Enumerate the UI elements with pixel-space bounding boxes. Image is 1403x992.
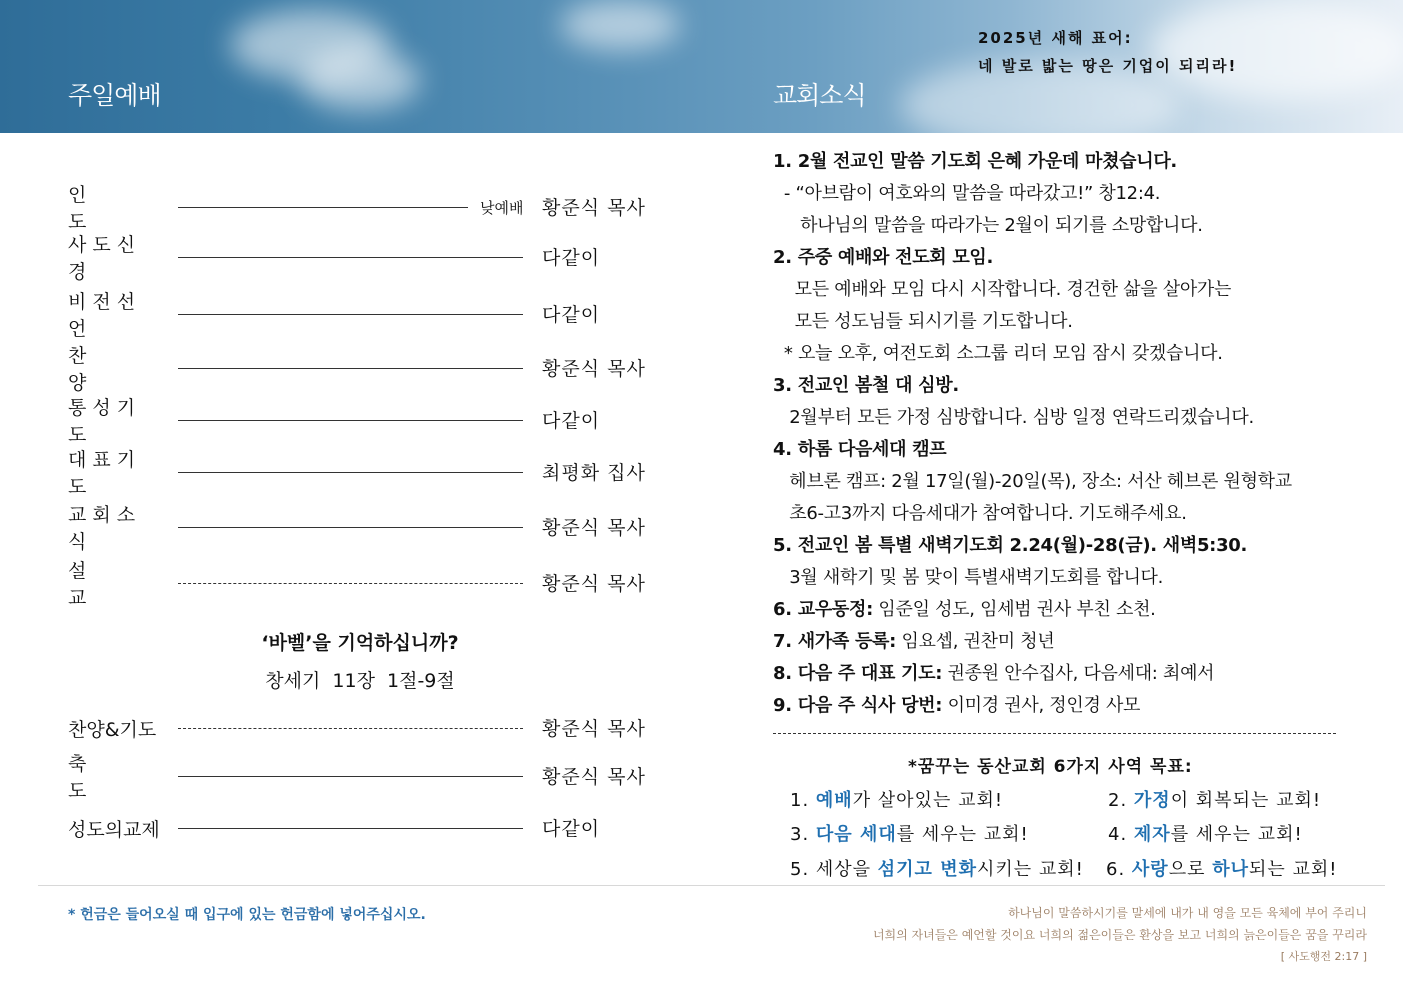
service-row (68, 449, 658, 498)
news-item-heading: 8. 다음 주 대표 기도: (773, 663, 943, 684)
goal-text: 으로 (1168, 859, 1213, 880)
goal-item (790, 820, 1029, 846)
news-item-text: 임요셉, 권찬미 청년 (896, 631, 1055, 652)
news-item-text: 임준일 성도, 임세범 권사 부친 소천. (872, 599, 1156, 620)
news-line: 3. 전교인 봄철 대 심방. (773, 375, 959, 396)
service-label: 찬양&기도 (68, 718, 157, 741)
goal-number: 5. 세상을 (790, 859, 878, 880)
news-item-heading: 9. 다음 주 식사 당번: (773, 695, 943, 716)
service-row (68, 813, 658, 843)
service-role: 황준식 목사 (542, 573, 646, 595)
service-role: 다같이 (542, 818, 601, 840)
service-role: 다같이 (542, 410, 601, 432)
service-label: 통성기도 (68, 397, 142, 446)
leader-line (178, 314, 523, 315)
section-divider (773, 733, 1336, 734)
left-page-title: 주일예배 (68, 81, 161, 110)
footer-divider (38, 885, 1385, 886)
news-item-heading: 7. 새가족 등록: (773, 631, 897, 652)
goal-highlight: 가정 (1133, 790, 1171, 811)
news-line: 3월 새학기 및 봄 맞이 특별새벽기도회를 합니다. (773, 567, 1164, 588)
leader-line (178, 368, 523, 369)
service-row (68, 504, 658, 553)
service-role: 황준식 목사 (542, 766, 646, 788)
news-line: 모든 성도님들 되시기를 기도합니다. (773, 311, 1073, 332)
motto-line-2: 네 발로 밟는 땅은 기업이 되리라! (978, 57, 1238, 75)
service-role: 황준식 목사 (542, 517, 646, 539)
leader-line (178, 828, 523, 829)
goal-item (790, 855, 1084, 881)
news-line: 5. 전교인 봄 특별 새벽기도회 2.24(월)-28(금). 새벽5:30. (773, 535, 1248, 556)
goal-text: 되는 교회! (1248, 859, 1338, 880)
service-label: 찬 양 (68, 345, 137, 394)
goal-item (1108, 786, 1321, 812)
header-banner (0, 0, 1403, 133)
news-line (773, 658, 1373, 690)
goal-number: 1. (790, 790, 816, 811)
year-motto (978, 24, 1237, 80)
service-label: 사도신경 (68, 234, 142, 283)
service-label: 축 도 (68, 753, 137, 802)
service-row (68, 753, 658, 802)
service-label: 교회소식 (68, 504, 142, 553)
service-row (68, 560, 658, 609)
news-line (773, 690, 1373, 722)
goal-number: 2. (1108, 790, 1134, 811)
news-item-text: 권종원 안수집사, 다음세대: 최예서 (942, 663, 1215, 684)
service-label: 설 교 (68, 560, 137, 609)
goal-number: 3. (790, 824, 816, 845)
service-row (68, 713, 658, 743)
service-label: 비전선언 (68, 291, 142, 340)
verse-line-1: 하나님이 말씀하시기를 말세에 내가 내 영을 모든 육체에 부어 주리니 (1008, 906, 1367, 920)
news-line: - “아브람이 여호와의 말씀을 따라갔고!” 창12:4. (773, 183, 1161, 204)
news-line: 하나님의 말씀을 따라가는 2월이 되기를 소망합니다. (773, 215, 1203, 236)
sermon-scripture: 창세기 11장 1절-9절 (265, 670, 455, 692)
service-role: 다같이 (542, 304, 601, 326)
goal-number: 6. (1106, 859, 1132, 880)
leader-line (178, 728, 523, 729)
goal-highlight: 하나 (1212, 859, 1249, 880)
service-label: 성도의교제 (68, 818, 160, 841)
news-item-text: 이미경 권사, 정인경 사모 (942, 695, 1141, 716)
leader-line (178, 583, 523, 584)
goal-item (1106, 855, 1337, 881)
right-page-title: 교회소식 (773, 81, 866, 110)
leader-line (178, 207, 468, 208)
goal-text: 시키는 교회! (977, 859, 1084, 880)
news-line (773, 626, 1373, 658)
goal-number: 4. (1108, 824, 1134, 845)
service-row (68, 234, 658, 283)
goal-item (1108, 820, 1303, 846)
leader-line (178, 420, 523, 421)
goal-text: 를 세우는 교회! (896, 824, 1029, 845)
goal-text: 를 세우는 교회! (1170, 824, 1303, 845)
service-row (68, 345, 658, 394)
leader-line (178, 776, 523, 777)
church-news (773, 146, 1373, 722)
service-label: 대표기도 (68, 449, 142, 498)
goal-highlight: 다음 세대 (815, 824, 897, 845)
goal-text: 이 회복되는 교회! (1170, 790, 1322, 811)
news-line: 모든 예배와 모임 다시 시작합니다. 경건한 삶을 살아가는 (773, 279, 1232, 300)
news-line: 2월부터 모든 가정 심방합니다. 심방 일정 연락드리겠습니다. (773, 407, 1254, 428)
service-role: 황준식 목사 (542, 718, 646, 740)
goal-item (790, 786, 1003, 812)
news-line: 초6-고3까지 다음세대가 참여합니다. 기도해주세요. (773, 503, 1187, 524)
service-role: 최평화 집사 (542, 462, 646, 484)
news-line (773, 594, 1373, 626)
sermon-title: ‘바벨’을 기억하십니까? (261, 632, 459, 654)
service-role: 다같이 (542, 247, 601, 269)
service-row (68, 397, 658, 446)
goals-title: *꿈꾸는 동산교회 6가지 사역 목표: (908, 757, 1193, 777)
leader-line (178, 527, 523, 528)
offering-note: * 헌금은 들어오실 때 입구에 있는 헌금함에 넣어주십시오. (68, 907, 426, 923)
scripture-verse (873, 902, 1367, 968)
news-item-heading: 6. 교우동정: (773, 599, 873, 620)
news-line: 4. 하롬 다음세대 캠프 (773, 439, 947, 460)
news-line: 헤브론 캠프: 2월 17일(월)-20일(목), 장소: 서산 헤브론 원형학교 (773, 471, 1292, 492)
service-sub-label: 낮예배 (480, 199, 524, 217)
service-row (68, 291, 658, 340)
goal-highlight: 제자 (1133, 824, 1171, 845)
service-row (68, 184, 658, 233)
verse-reference: [ 사도행전 2:17 ] (1280, 950, 1367, 963)
goal-text: 가 살아있는 교회! (852, 790, 1004, 811)
leader-line (178, 257, 523, 258)
verse-line-2: 너희의 자녀들은 예언할 것이요 너희의 젊은이들은 환상을 보고 너희의 늙은이들은 꿈을 꾸리라 (872, 928, 1367, 942)
goal-highlight: 사랑 (1131, 859, 1169, 880)
motto-line-1: 2025년 새해 표어: (978, 29, 1133, 47)
news-line: * 오늘 오후, 여전도회 소그룹 리더 모임 잠시 갖겠습니다. (773, 343, 1223, 364)
service-label: 인 도 (68, 184, 137, 233)
news-line: 2. 주중 예배와 전도회 모임. (773, 247, 994, 268)
goal-highlight: 예배 (815, 790, 853, 811)
service-role: 황준식 목사 (542, 358, 646, 380)
leader-line (178, 472, 523, 473)
service-role: 황준식 목사 (542, 197, 646, 219)
goal-highlight: 섬기고 변화 (877, 859, 977, 880)
news-line: 1. 2월 전교인 말씀 기도회 은혜 가운데 마쳤습니다. (773, 151, 1177, 172)
